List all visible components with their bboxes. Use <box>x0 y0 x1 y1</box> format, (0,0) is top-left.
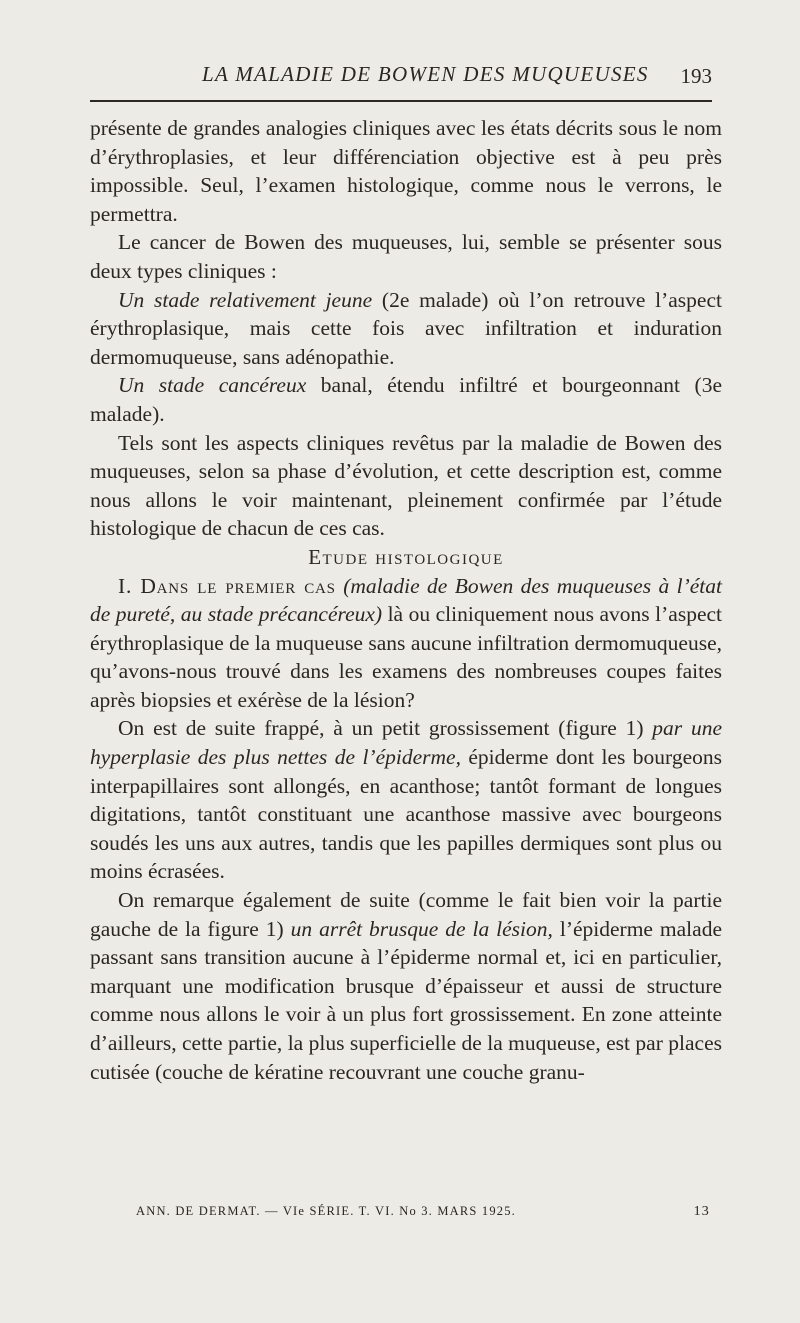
header-rule <box>90 100 712 102</box>
body-text <box>90 114 722 1086</box>
paragraph-1: présente de grandes analogies cliniques avec les états décrits sous le nom d’érythroplasies, et leur différenciation objective est à peu près impossible. Seul, l’examen histologique, comme nous le verrons, le permettra. <box>90 116 722 226</box>
paragraph-2: Le cancer de Bowen des muqueuses, lui, semble se présenter sous deux types cliniques : <box>90 230 722 283</box>
italic-phrase: (maladie de Bowen des muqueuses à l’état de pureté, au stade précancéreux) <box>90 573 722 627</box>
italic-phrase: par une hyperplasie des plus nettes de l’épiderme, <box>90 716 722 770</box>
paragraph-3-text: (2e malade) où l’on retrouve l’aspect érythroplasique, mais cette fois avec infiltration et induration dermomuqueuse, sans adénopathie. <box>90 287 722 369</box>
section-heading: Etude histologique <box>308 544 504 569</box>
page-footer <box>90 1204 712 1226</box>
italic-phrase: Un stade relativement jeune <box>118 287 373 312</box>
paragraph-7 <box>90 714 722 886</box>
paragraph-4-text: banal, étendu infiltré et bourgeonnant (3e malade). <box>90 373 722 426</box>
paragraph-4 <box>90 371 722 428</box>
paragraph-6-text: là ou cliniquement nous avons l’aspect érythroplasique de la muqueuse sans aucune infiltration dermomuqueuse, qu’avons-nous trouvé dans les examens des nombreuses coupes faites après biopsies et exérèse de la lésion? <box>90 602 722 712</box>
paragraph-7-text-a: On est de suite frappé, à un petit grossissement (figure 1) <box>118 716 653 741</box>
paragraph-8 <box>90 886 722 1086</box>
paragraph-6 <box>90 572 722 715</box>
paragraph-7-text-b: épiderme dont les bourgeons interpapillaires sont allongés, en acanthose; tantôt formant de longues digitations, tantôt constituant une acanthose massive avec bourgeons soudés les uns aux autres, tandis que les papilles dermiques sont plus ou moins écrasées. <box>90 745 722 884</box>
page-number: 193 <box>680 64 712 88</box>
paragraph-3 <box>90 286 722 372</box>
sheet-number: 13 <box>693 1204 710 1219</box>
paragraph-6-lead: I. Dans le premier cas <box>118 573 336 598</box>
running-title: LA MALADIE DE BOWEN DES MUQUEUSES <box>202 62 649 86</box>
italic-phrase: un arrêt brusque de la lésion, <box>290 916 553 941</box>
page-header <box>90 62 712 98</box>
paragraph-8-text-b: l’épiderme malade passant sans transition aucune à l’épiderme normal et, ici en particulier, marquant une modification brusque d’épaisseur et aussi de structure comme nous allons le voir à un plus fort grossissement. En zone atteinte d’ailleurs, cette partie, la plus superficielle de la muqueuse, est par places cutisée (couche de kératine recouvrant une couche granu- <box>90 916 722 1084</box>
journal-reference: ANN. DE DERMAT. — VIe SÉRIE. T. VI. No 3. MARS 1925. <box>136 1204 516 1218</box>
paragraph-5: Tels sont les aspects cliniques revêtus par la maladie de Bowen des muqueuses, selon sa phase d’évolution, et cette description est, comme nous allons le voir maintenant, pleinement confirmée par l’étude histologique de chacun de ces cas. <box>90 430 722 541</box>
paragraph-8-text-a: On remarque également de suite (comme le fait bien voir la partie gauche de la figure 1) <box>90 888 722 941</box>
italic-phrase: Un stade cancéreux <box>118 373 307 398</box>
